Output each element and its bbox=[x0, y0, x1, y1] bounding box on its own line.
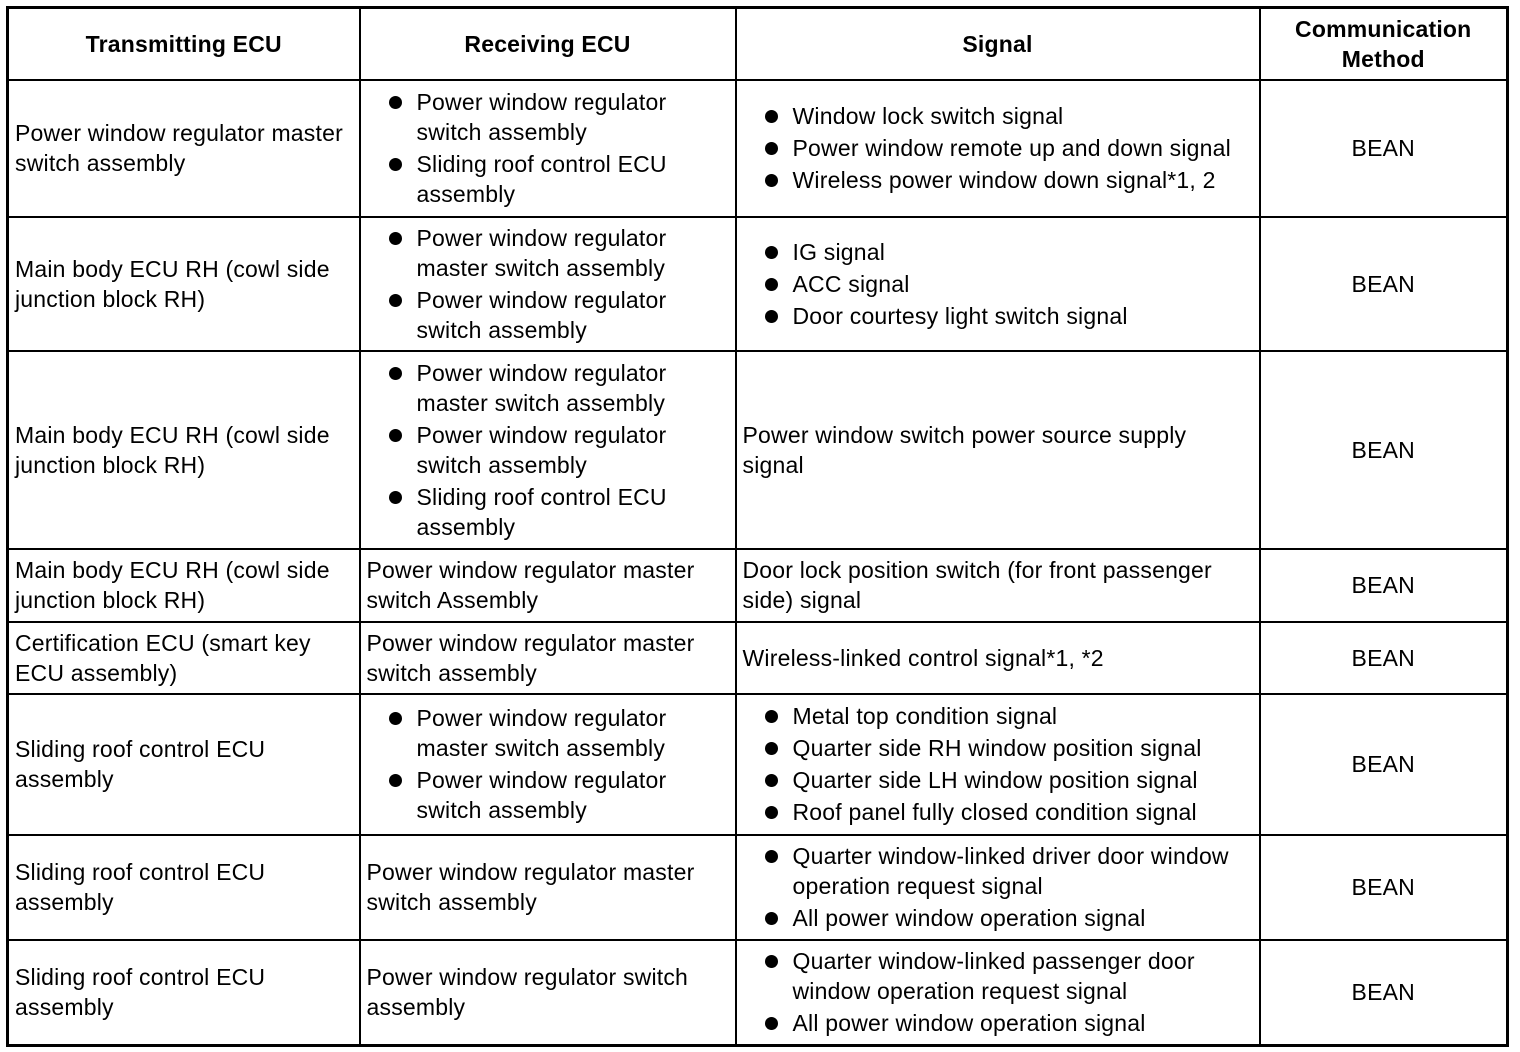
table-row bbox=[8, 351, 1508, 549]
receiving-ecu-item: Sliding roof control ECU assembly bbox=[367, 149, 729, 209]
signal-cell: Power window switch power source supply signal bbox=[736, 351, 1260, 549]
receiving-ecu-item: Power window regulator master switch assembly bbox=[367, 223, 729, 283]
signal-cell bbox=[736, 835, 1260, 940]
header-communication-method: Communication Method bbox=[1260, 8, 1508, 80]
receiving-ecu-list bbox=[367, 358, 729, 542]
receiving-ecu-item: Power window regulator switch assembly bbox=[367, 420, 729, 480]
communication-method-cell: BEAN bbox=[1260, 217, 1508, 351]
transmitting-ecu-cell: Main body ECU RH (cowl side junction block RH) bbox=[8, 217, 360, 351]
signal-item: Power window remote up and down signal bbox=[743, 133, 1253, 163]
receiving-ecu-item: Power window regulator master switch assembly bbox=[367, 703, 729, 763]
signal-cell bbox=[736, 940, 1260, 1046]
communication-method-cell: BEAN bbox=[1260, 622, 1508, 694]
receiving-ecu-list bbox=[367, 703, 729, 825]
signal-item: Metal top condition signal bbox=[743, 701, 1253, 731]
header-receiving-ecu: Receiving ECU bbox=[360, 8, 736, 80]
signal-cell: Wireless-linked control signal*1, *2 bbox=[736, 622, 1260, 694]
signal-cell: Door lock position switch (for front passenger side) signal bbox=[736, 549, 1260, 622]
transmitting-ecu-cell: Sliding roof control ECU assembly bbox=[8, 694, 360, 835]
receiving-ecu-cell bbox=[360, 694, 736, 835]
transmitting-ecu-cell: Sliding roof control ECU assembly bbox=[8, 940, 360, 1046]
signal-item: Quarter side LH window position signal bbox=[743, 765, 1253, 795]
signal-item: ACC signal bbox=[743, 269, 1253, 299]
receiving-ecu-cell: Power window regulator master switch assembly bbox=[360, 835, 736, 940]
header-row bbox=[8, 8, 1508, 80]
receiving-ecu-cell: Power window regulator switch assembly bbox=[360, 940, 736, 1046]
header-signal: Signal bbox=[736, 8, 1260, 80]
transmitting-ecu-cell: Main body ECU RH (cowl side junction block RH) bbox=[8, 549, 360, 622]
signal-item: Door courtesy light switch signal bbox=[743, 301, 1253, 331]
header-transmitting-ecu: Transmitting ECU bbox=[8, 8, 360, 80]
receiving-ecu-item: Sliding roof control ECU assembly bbox=[367, 482, 729, 542]
signal-item: Quarter window-linked driver door window operation request signal bbox=[743, 841, 1253, 901]
receiving-ecu-list bbox=[367, 223, 729, 345]
signal-cell bbox=[736, 217, 1260, 351]
signal-item: IG signal bbox=[743, 237, 1253, 267]
communication-method-cell: BEAN bbox=[1260, 835, 1508, 940]
table-row bbox=[8, 940, 1508, 1046]
transmitting-ecu-cell: Main body ECU RH (cowl side junction block RH) bbox=[8, 351, 360, 549]
receiving-ecu-cell: Power window regulator master switch assembly bbox=[360, 622, 736, 694]
communication-method-cell: BEAN bbox=[1260, 80, 1508, 217]
signal-list bbox=[743, 701, 1253, 827]
transmitting-ecu-cell: Sliding roof control ECU assembly bbox=[8, 835, 360, 940]
ecu-communication-table bbox=[6, 6, 1509, 1047]
table-row bbox=[8, 217, 1508, 351]
signal-item: All power window operation signal bbox=[743, 903, 1253, 933]
receiving-ecu-list bbox=[367, 87, 729, 209]
signal-cell bbox=[736, 694, 1260, 835]
signal-list bbox=[743, 841, 1253, 933]
receiving-ecu-item: Power window regulator switch assembly bbox=[367, 285, 729, 345]
table-row bbox=[8, 549, 1508, 622]
receiving-ecu-cell: Power window regulator master switch Assembly bbox=[360, 549, 736, 622]
signal-list bbox=[743, 946, 1253, 1038]
signal-list bbox=[743, 237, 1253, 331]
signal-item: Window lock switch signal bbox=[743, 101, 1253, 131]
transmitting-ecu-cell: Certification ECU (smart key ECU assembly) bbox=[8, 622, 360, 694]
table-row bbox=[8, 694, 1508, 835]
receiving-ecu-cell bbox=[360, 80, 736, 217]
signal-item: Roof panel fully closed condition signal bbox=[743, 797, 1253, 827]
communication-method-cell: BEAN bbox=[1260, 940, 1508, 1046]
signal-item: Quarter window-linked passenger door window operation request signal bbox=[743, 946, 1253, 1006]
receiving-ecu-item: Power window regulator master switch assembly bbox=[367, 358, 729, 418]
receiving-ecu-item: Power window regulator switch assembly bbox=[367, 87, 729, 147]
receiving-ecu-cell bbox=[360, 351, 736, 549]
table-row bbox=[8, 80, 1508, 217]
receiving-ecu-item: Power window regulator switch assembly bbox=[367, 765, 729, 825]
signal-item: All power window operation signal bbox=[743, 1008, 1253, 1038]
signal-cell bbox=[736, 80, 1260, 217]
signal-list bbox=[743, 101, 1253, 195]
communication-method-cell: BEAN bbox=[1260, 694, 1508, 835]
transmitting-ecu-cell: Power window regulator master switch assembly bbox=[8, 80, 360, 217]
signal-item: Quarter side RH window position signal bbox=[743, 733, 1253, 763]
table-row bbox=[8, 835, 1508, 940]
table-row bbox=[8, 622, 1508, 694]
communication-method-cell: BEAN bbox=[1260, 549, 1508, 622]
communication-method-cell: BEAN bbox=[1260, 351, 1508, 549]
receiving-ecu-cell bbox=[360, 217, 736, 351]
signal-item: Wireless power window down signal*1, 2 bbox=[743, 165, 1253, 195]
